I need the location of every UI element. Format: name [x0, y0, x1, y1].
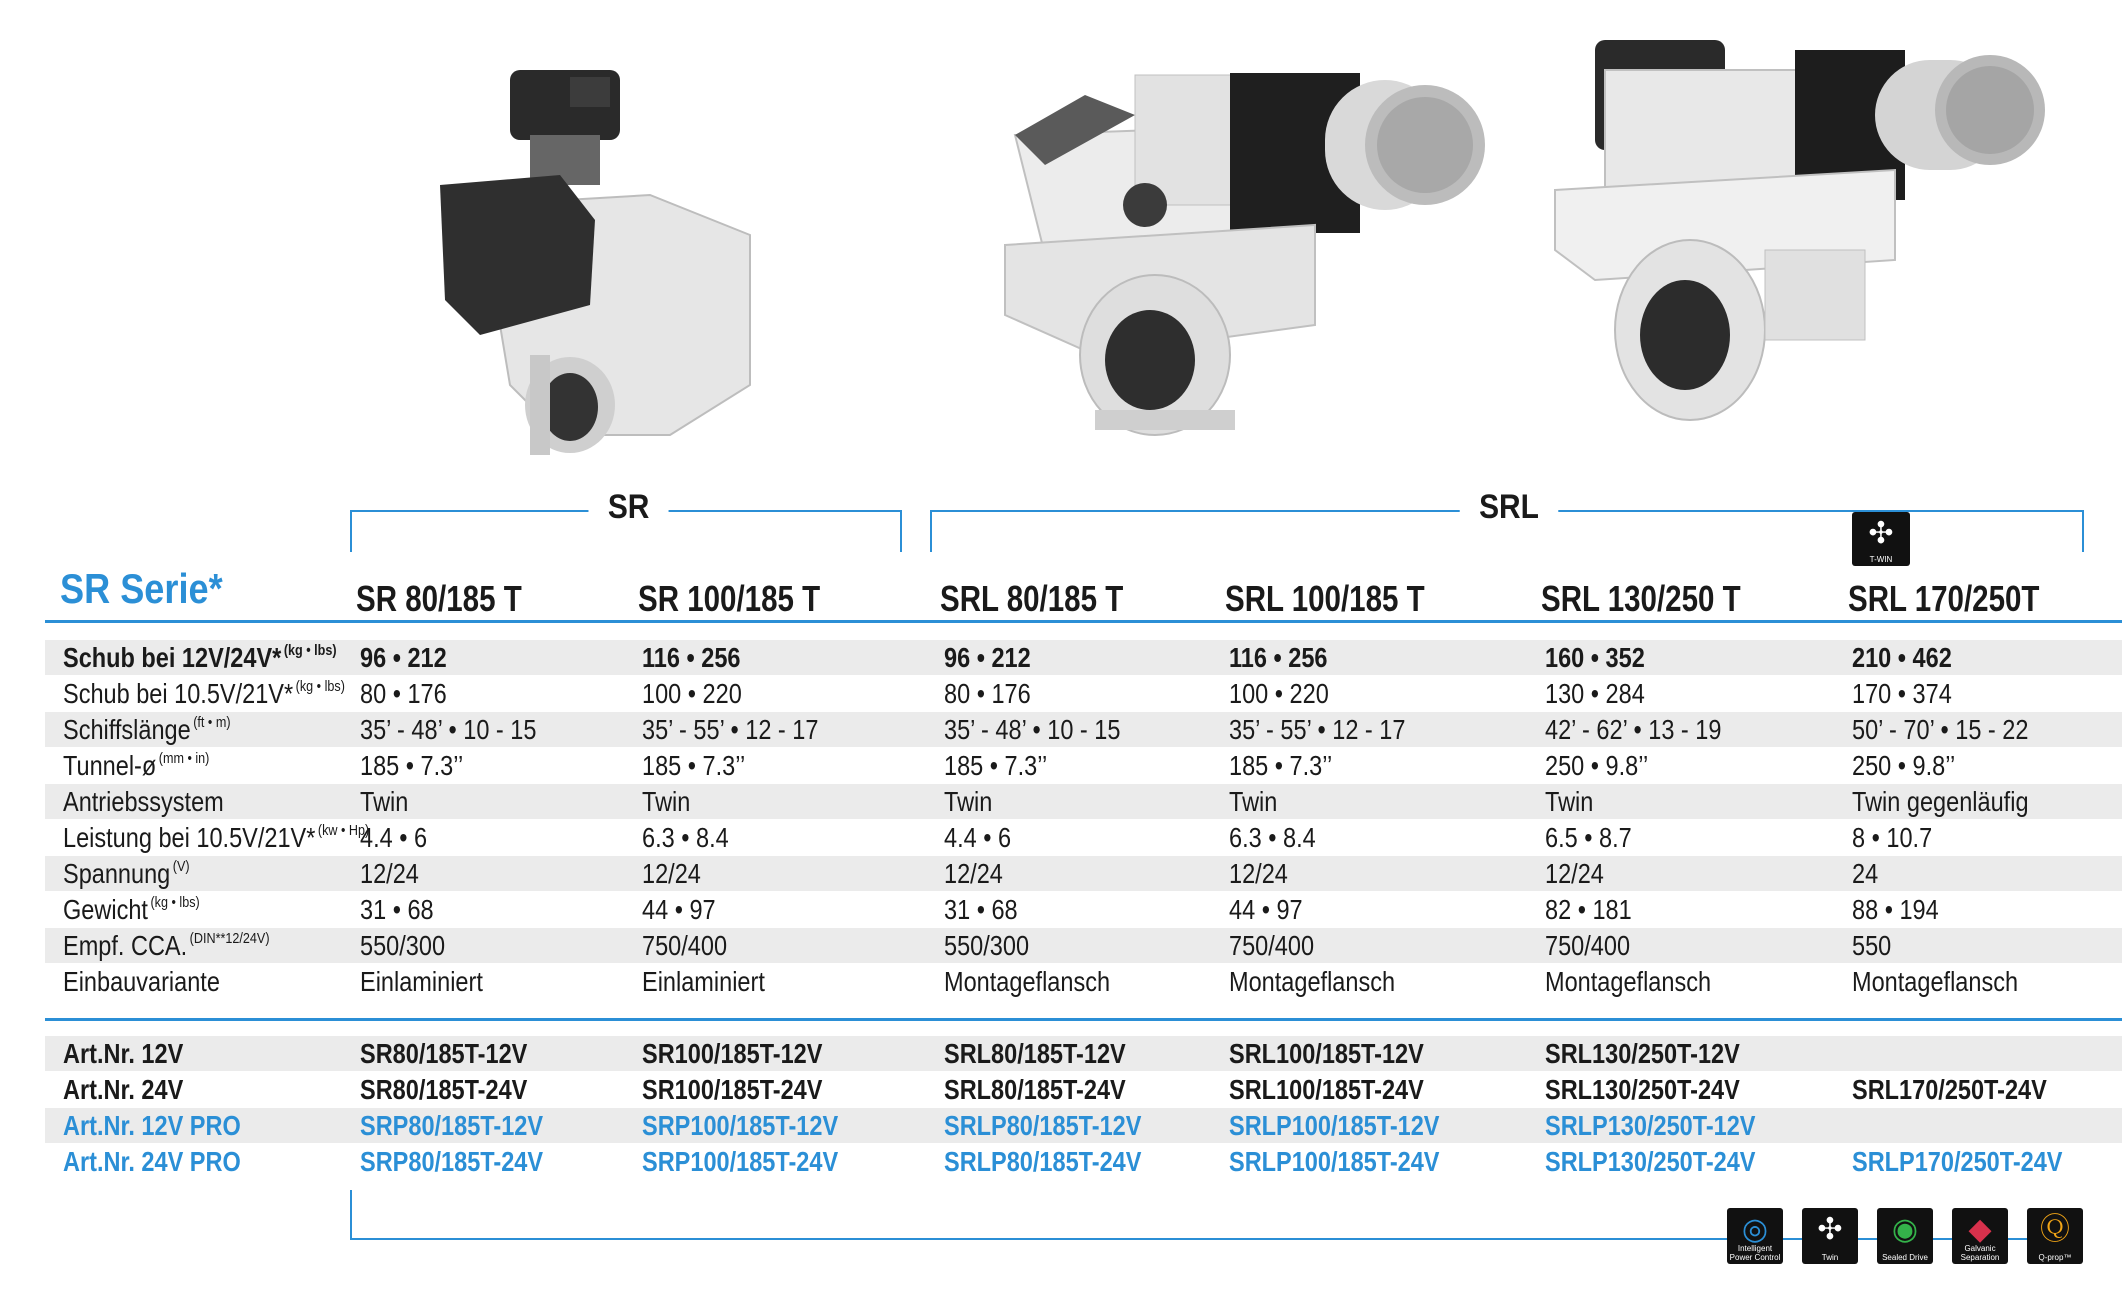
spec-value: 35’ - 48’ • 10 - 15	[944, 714, 1121, 745]
spec-value: Montageflansch	[1229, 966, 1396, 997]
spec-value: 44 • 97	[642, 894, 716, 925]
spec-row	[45, 784, 2122, 819]
spec-value: 250 • 9.8’’	[1852, 750, 1956, 781]
article-number: SRL80/185T-12V	[944, 1038, 1126, 1069]
spec-value: 250 • 9.8’’	[1545, 750, 1649, 781]
spec-value: 96 • 212	[944, 642, 1031, 673]
spec-value: 80 • 176	[944, 678, 1031, 709]
spec-label: Einbauvariante	[63, 966, 220, 997]
spec-value: Twin gegenläufig	[1852, 786, 2029, 817]
article-label: Art.Nr. 12V PRO	[63, 1110, 241, 1141]
article-number: SRLP170/250T-24V	[1852, 1146, 2063, 1177]
srl-group-label: SRL	[1460, 488, 1559, 527]
spec-value: 35’ - 55’ • 12 - 17	[642, 714, 819, 745]
spec-value: 35’ - 55’ • 12 - 17	[1229, 714, 1406, 745]
spec-value: 550/300	[360, 930, 446, 961]
spec-value: 12/24	[1229, 858, 1288, 889]
spec-label: Antriebssystem	[63, 786, 224, 817]
article-number: SRP100/185T-12V	[642, 1110, 839, 1141]
article-number: SRP100/185T-24V	[642, 1146, 839, 1177]
article-row	[45, 1036, 2122, 1071]
spec-label: Empf. CCA. $^{(DIN**12/24V)}$	[63, 930, 270, 961]
spec-row	[45, 964, 2122, 999]
article-number: SRP80/185T-24V	[360, 1146, 544, 1177]
article-number: SRLP80/185T-12V	[944, 1110, 1142, 1141]
article-row	[45, 1108, 2122, 1143]
model-header: SRL 130/250 T	[1541, 578, 1741, 619]
spec-value: 88 • 194	[1852, 894, 1939, 925]
spec-value: Einlaminiert	[360, 966, 483, 997]
spec-value: 12/24	[1545, 858, 1604, 889]
spec-value: 160 • 352	[1545, 642, 1645, 673]
spec-value: 8 • 10.7	[1852, 822, 1933, 853]
spec-label: Schiffslänge $^{(ft • m)}$	[63, 714, 231, 745]
spec-value: 12/24	[360, 858, 419, 889]
spec-value: Montageflansch	[1852, 966, 2019, 997]
spec-value: Montageflansch	[1545, 966, 1712, 997]
spec-value: 170 • 374	[1852, 678, 1952, 709]
spec-value: 6.3 • 8.4	[642, 822, 729, 853]
article-row	[45, 1144, 2122, 1179]
spec-value: 31 • 68	[944, 894, 1018, 925]
spec-label: Leistung bei 10.5V/21V* $^{(kw • Hp)}$	[63, 822, 370, 853]
article-number: SR80/185T-24V	[360, 1074, 528, 1105]
spec-value: 4.4 • 6	[360, 822, 428, 853]
spec-value: 185 • 7.3’’	[360, 750, 464, 781]
spec-value: 185 • 7.3’’	[642, 750, 746, 781]
spec-value: 44 • 97	[1229, 894, 1303, 925]
spec-value: 12/24	[642, 858, 701, 889]
article-number: SRL130/250T-24V	[1545, 1074, 1740, 1105]
article-number: SRL170/250T-24V	[1852, 1074, 2047, 1105]
sr-thruster-image	[420, 55, 780, 475]
spec-value: 24	[1852, 858, 1879, 889]
model-header: SR 80/185 T	[356, 578, 522, 619]
spec-label: Tunnel-ø $^{(mm • in)}$	[63, 750, 210, 781]
section-rule	[45, 1018, 2122, 1021]
spec-row	[45, 856, 2122, 891]
spec-label: Schub bei 10.5V/21V* $^{(kg • lbs)}$	[63, 678, 345, 709]
spec-value: Twin	[1229, 786, 1278, 817]
spec-row	[45, 640, 2122, 675]
spec-value: 100 • 220	[1229, 678, 1329, 709]
srl-130-170-thruster-image	[1535, 10, 2055, 460]
srl-80-100-thruster-image	[985, 55, 1515, 475]
spec-value: 750/400	[642, 930, 728, 961]
article-row	[45, 1072, 2122, 1107]
article-number: SRLP100/185T-24V	[1229, 1146, 1440, 1177]
spec-value: 550	[1852, 930, 1892, 961]
spec-value: 100 • 220	[642, 678, 742, 709]
article-number: SR100/185T-12V	[642, 1038, 823, 1069]
spec-value: Twin	[642, 786, 691, 817]
spec-value: 12/24	[944, 858, 1003, 889]
spec-value: 80 • 176	[360, 678, 447, 709]
spec-value: 6.3 • 8.4	[1229, 822, 1316, 853]
sr-group-label: SR	[588, 488, 668, 527]
model-header: SRL 170/250T	[1848, 578, 2040, 619]
article-number: SRL130/250T-12V	[1545, 1038, 1740, 1069]
spec-row	[45, 676, 2122, 711]
spec-value: 82 • 181	[1545, 894, 1632, 925]
spec-label: Gewicht $^{(kg • lbs)}$	[63, 894, 200, 925]
article-number: SR100/185T-24V	[642, 1074, 823, 1105]
header-rule	[45, 620, 2122, 623]
spec-value: 116 • 256	[1229, 642, 1328, 673]
article-number: SRLP130/250T-12V	[1545, 1110, 1756, 1141]
article-number: SRL100/185T-24V	[1229, 1074, 1424, 1105]
spec-value: 42’ - 62’ • 13 - 19	[1545, 714, 1722, 745]
spec-value: 50’ - 70’ • 15 - 22	[1852, 714, 2029, 745]
spec-value: Montageflansch	[944, 966, 1111, 997]
article-number: SR80/185T-12V	[360, 1038, 528, 1069]
spec-value: 750/400	[1545, 930, 1631, 961]
model-header: SRL 80/185 T	[940, 578, 1124, 619]
spec-value: 185 • 7.3’’	[944, 750, 1048, 781]
spec-value: 31 • 68	[360, 894, 434, 925]
spec-value: 550/300	[944, 930, 1030, 961]
spec-value: Twin	[360, 786, 409, 817]
article-number: SRLP80/185T-24V	[944, 1146, 1142, 1177]
spec-value: 96 • 212	[360, 642, 447, 673]
spec-value: Twin	[1545, 786, 1594, 817]
spec-row	[45, 928, 2122, 963]
series-title: SR Serie*	[60, 565, 223, 612]
article-label: Art.Nr. 24V	[63, 1074, 184, 1105]
model-header: SRL 100/185 T	[1225, 578, 1425, 619]
galvanic-icon: ◆ Galvanic Separation	[1952, 1208, 2008, 1264]
spec-value: 116 • 256	[642, 642, 741, 673]
spec-value: 750/400	[1229, 930, 1315, 961]
article-number: SRLP100/185T-12V	[1229, 1110, 1440, 1141]
spec-row	[45, 892, 2122, 927]
article-number: SRL80/185T-24V	[944, 1074, 1126, 1105]
spec-value: 210 • 462	[1852, 642, 1952, 673]
article-number: SRLP130/250T-24V	[1545, 1146, 1756, 1177]
spec-label: Spannung $^{(V)}$	[63, 858, 190, 889]
spec-label: Schub bei 12V/24V* $^{(kg • lbs)}$	[63, 642, 337, 673]
spec-value: 4.4 • 6	[944, 822, 1012, 853]
spec-value: 35’ - 48’ • 10 - 15	[360, 714, 537, 745]
twin-marker-icon: ✣ T-WIN	[1852, 512, 1910, 566]
spec-value: 6.5 • 8.7	[1545, 822, 1632, 853]
article-label: Art.Nr. 24V PRO	[63, 1146, 241, 1177]
spec-value: Einlaminiert	[642, 966, 765, 997]
twin-icon: ✣ Twin	[1802, 1208, 1858, 1264]
spec-row	[45, 748, 2122, 783]
model-header: SR 100/185 T	[638, 578, 821, 619]
ipc-icon: ◎ Intelligent Power Control	[1727, 1208, 1783, 1264]
spec-row	[45, 712, 2122, 747]
article-number: SRP80/185T-12V	[360, 1110, 544, 1141]
sealed-drive-icon: ◉ Sealed Drive	[1877, 1208, 1933, 1264]
spec-value: 130 • 284	[1545, 678, 1645, 709]
spec-row	[45, 820, 2122, 855]
spec-value: Twin	[944, 786, 993, 817]
article-number: SRL100/185T-12V	[1229, 1038, 1424, 1069]
spec-value: 185 • 7.3’’	[1229, 750, 1333, 781]
q-prop-icon: Ⓠ Q-prop™	[2027, 1208, 2083, 1264]
article-label: Art.Nr. 12V	[63, 1038, 184, 1069]
